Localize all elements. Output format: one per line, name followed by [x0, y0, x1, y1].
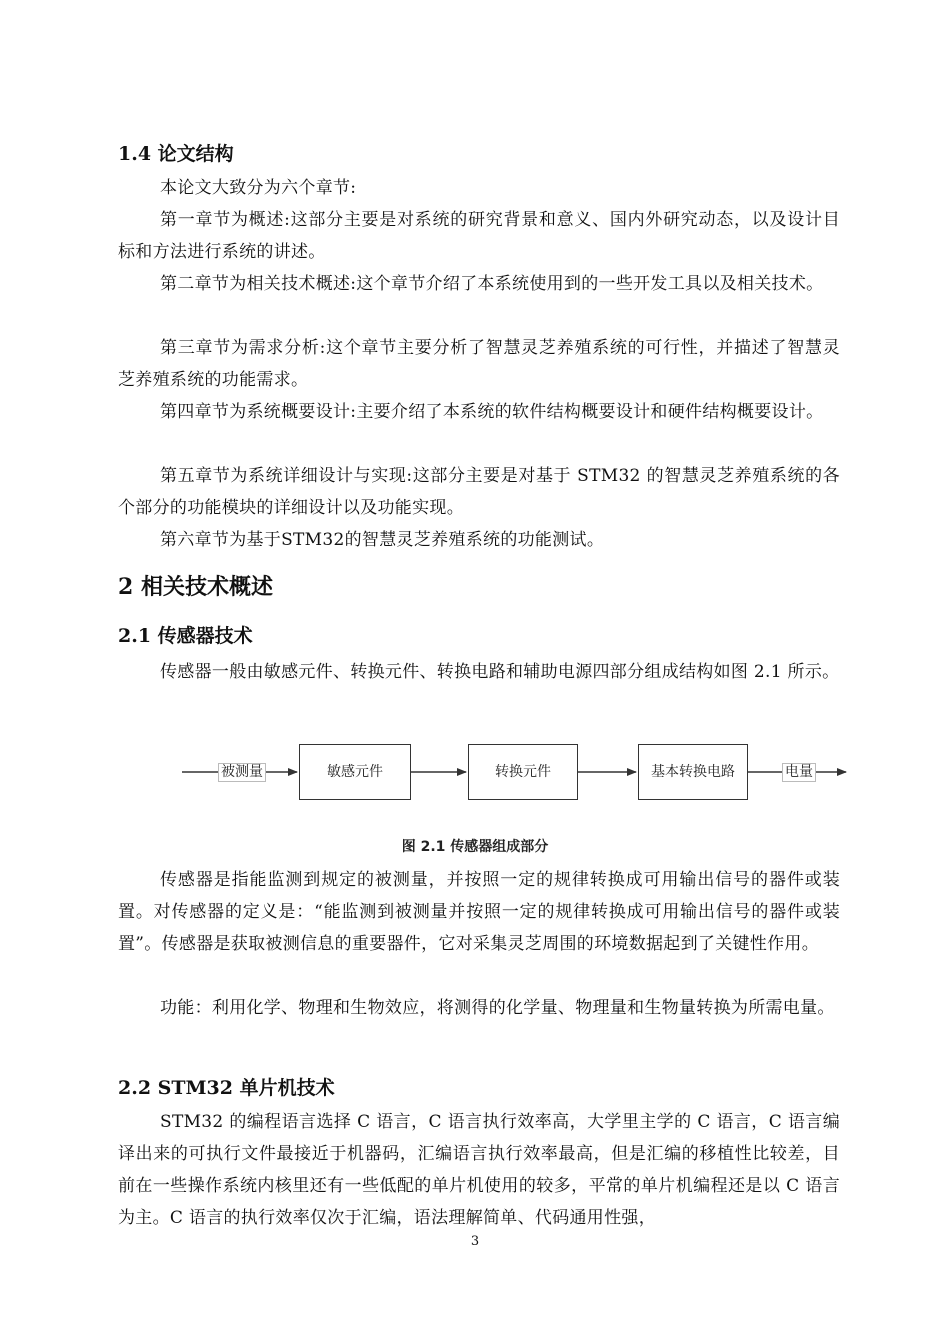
- page-number: 3: [470, 1234, 480, 1249]
- paragraph-chapter-3: 第三章节为需求分析:这个章节主要分析了智慧灵芝养殖系统的可行性，并描述了智慧灵芝养殖系统的功能需求。: [118, 338, 840, 390]
- paragraph-chapter-4: 第四章节为系统概要设计:主要介绍了本系统的软件结构概要设计和硬件结构概要设计。: [160, 402, 824, 422]
- paragraph-chapter-2: 第二章节为相关技术概述:这个章节介绍了本系统使用到的一些开发工具以及相关技术。: [160, 274, 824, 294]
- chapter-heading-2: 2 相关技术概述: [118, 574, 273, 600]
- paragraph-overview: 本论文大致分为六个章节:: [160, 178, 357, 198]
- input-label: 被测量: [218, 763, 266, 782]
- paragraph-chapter-1: 第一章节为概述:这部分主要是对系统的研究背景和意义、国内外研究动态，以及设计目标和方法进行系统的讲述。: [118, 210, 840, 262]
- figure-caption: 图 2.1 传感器组成部分: [401, 839, 549, 855]
- section-heading-2-2: 2.2 STM32 单片机技术: [118, 1077, 335, 1099]
- section-heading-1-4: 1.4 论文结构: [118, 143, 234, 165]
- sensor-composition-diagram: [180, 738, 850, 808]
- box-conversion-element: 转换元件: [468, 744, 578, 800]
- paragraph-sensor-intro: 传感器一般由敏感元件、转换元件、转换电路和辅助电源四部分组成结构如图 2.1 所示。: [160, 662, 840, 682]
- section-heading-2-1: 2.1 传感器技术: [118, 625, 253, 647]
- output-label: 电量: [782, 763, 816, 782]
- paragraph-sensor-function: 功能：利用化学、物理和生物效应，将测得的化学量、物理量和生物量转换为所需电量。: [160, 998, 835, 1018]
- paragraph-chapter-6: 第六章节为基于STM32的智慧灵芝养殖系统的功能测试。: [160, 530, 605, 550]
- box-sensitive-element: 敏感元件: [299, 744, 411, 800]
- paragraph-stm32: STM32 的编程语言选择 C 语言，C 语言执行效率高，大学里主学的 C 语言，C 语言编译出来的可执行文件最接近于机器码，汇编语言执行效率最高，但是汇编的移植性比较差，目前在一些操作系统内核里还有一些低配的单片机使用的较多，平常的单片机编程还是以 C 语言为主。C 语言的执行效率仅次于汇编，语法理解简单、代码通用性强，: [118, 1112, 840, 1228]
- paragraph-sensor-definition: 传感器是指能监测到规定的被测量，并按照一定的规律转换成可用输出信号的器件或装置。对传感器的定义是：“能监测到被测量并按照一定的规律转换成可用输出信号的器件或装置”。传感器是获取被测信息的重要器件，它对采集灵芝周围的环境数据起到了关键性作用。: [118, 870, 840, 954]
- paragraph-chapter-5: 第五章节为系统详细设计与实现:这部分主要是对基于 STM32 的智慧灵芝养殖系统的各个部分的功能模块的详细设计以及功能实现。: [118, 466, 840, 518]
- box-basic-conversion-circuit: 基本转换电路: [638, 744, 748, 800]
